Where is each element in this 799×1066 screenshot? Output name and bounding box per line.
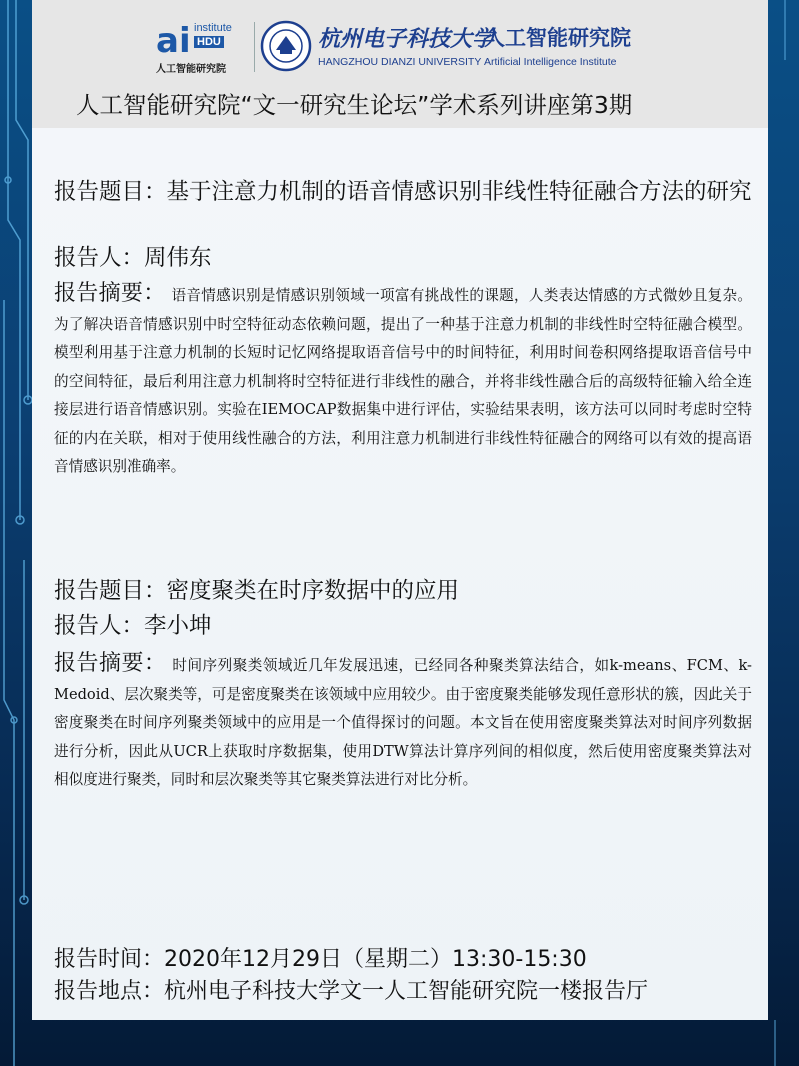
talk-2-speaker: 报告人：李小坤 [54, 613, 212, 639]
talk-2-abstract [54, 650, 752, 795]
talk-2-title: 报告题目：密度聚类在时序数据中的应用 [54, 578, 460, 604]
talk-1-title: 报告题目：基于注意力机制的语音情感识别非线性特征融合方法的研究 [54, 179, 752, 205]
talk-1-abstract-text: 语音情感识别是情感识别领域一项富有挑战性的课题，人类表达情感的方式微妙且复杂。为了解决语音情感识别中时空特征动态依赖问题，提出了一种基于注意力机制的非线性时空特征融合模型。模型利用基于注意力机制的长短时记忆网络提取语音信号中的时间特征，利用时间卷积网络提取语音信号中的空间特征，最后利用注意力机制将时空特征进行非线性的融合，并将非线性融合后的高级特征输入给全连接层进行语音情感识别。实验在IEMOCAP数据集中进行评估，实验结果表明，该方法可以同时考虑时空特征的内在关联，相对于使用线性融合的方法，利用注意力机制进行非线性特征融合的网络可以有效的提高语音情感识别准确率。 [54, 287, 752, 475]
ai-institute-logo [156, 18, 248, 76]
talk-1-speaker: 报告人：周伟东 [54, 245, 212, 271]
logo-row [32, 18, 768, 78]
institute-name-cn: 人工智能研究院 [484, 26, 631, 50]
poster-panel [32, 0, 768, 1020]
ai-logo-sub1: institute [194, 22, 232, 34]
report-time: 报告时间：2020年12月29日（星期二）13:30-15:30 [54, 947, 587, 972]
series-title: 人工智能研究院“文一研究生论坛”学术系列讲座第3期 [76, 91, 633, 119]
university-seal-icon [260, 20, 312, 72]
talk-2-abstract-text: 时间序列聚类领域近几年发展迅速，已经同各种聚类算法结合，如k-means、FCM、k-Medoid、层次聚类等，可是密度聚类在该领域中应用较少。由于密度聚类能够发现任意形状的簇，因此关于密度聚类在时间序列聚类领域中的应用是一个值得探讨的问题。本文旨在使用密度聚类算法对时间序列数据进行分析，因此从UCR上获取时序数据集，使用DTW算法计算序列间的相似度，然后使用密度聚类算法对相似度进行聚类，同时和层次聚类等其它聚类算法进行对比分析。 [54, 657, 752, 788]
ai-logo-mark: ai [156, 21, 191, 61]
ai-logo-sub2: HDU [194, 36, 224, 48]
ai-logo-cn: 人工智能研究院 [156, 64, 226, 75]
report-place: 报告地点：杭州电子科技大学文一人工智能研究院一楼报告厅 [54, 979, 649, 1004]
university-name-en: HANGZHOU DIANZI UNIVERSITY [318, 56, 482, 68]
header-band [32, 0, 768, 128]
university-name-cn: 杭州电子科技大学 [318, 26, 495, 52]
logo-divider [254, 22, 255, 72]
talk-1-abstract [54, 280, 752, 482]
institute-name-en: Artificial Intelligence Institute [484, 56, 617, 68]
circuit-decoration-right [765, 0, 799, 1066]
talk-2-abstract-label: 报告摘要： [54, 651, 167, 676]
talk-1-abstract-label: 报告摘要： [54, 281, 166, 306]
